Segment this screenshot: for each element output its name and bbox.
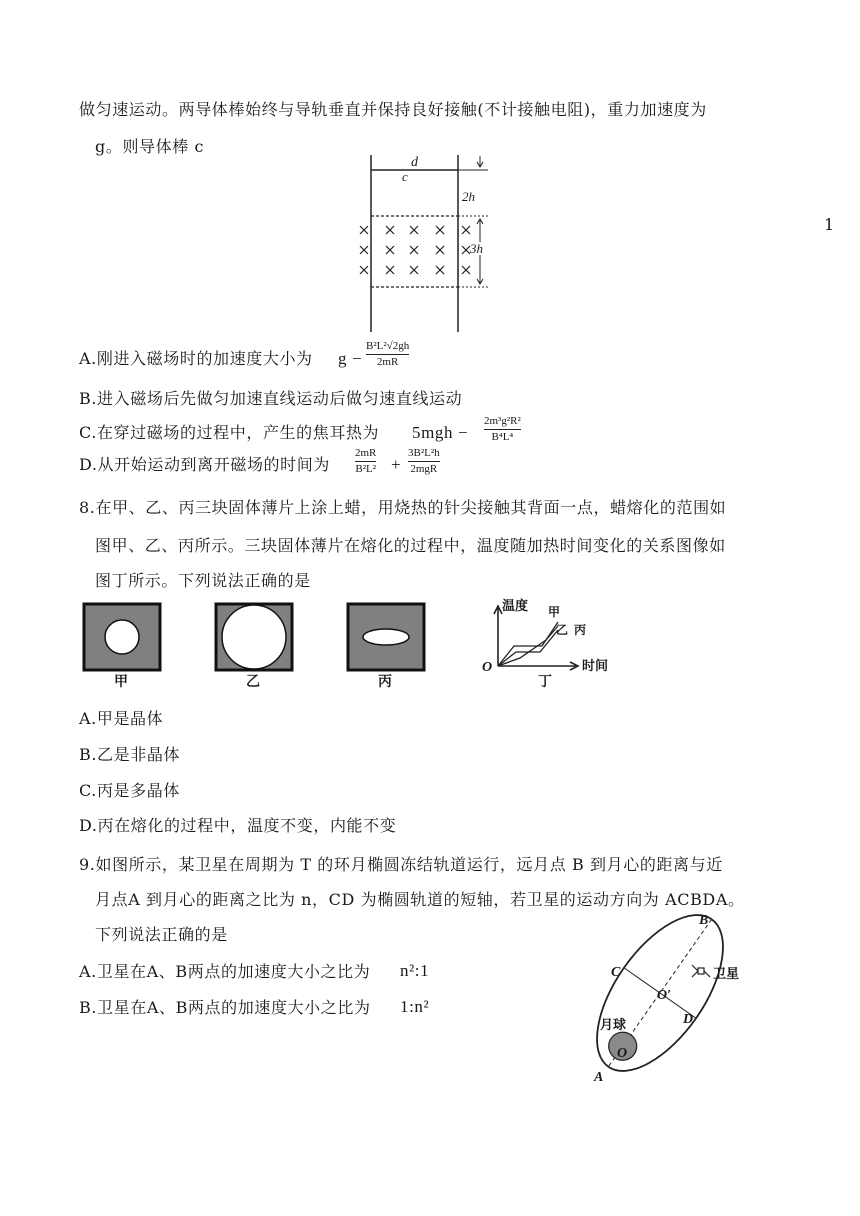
orbit-label-O-prime: O′ [657, 988, 672, 1003]
q7-intro-line2: g。则导体棒 c [95, 137, 205, 156]
wax-melt-jia [105, 620, 139, 654]
q7-option-a-numerator: B²L²√2gh [366, 340, 410, 352]
graph-curve-yi-label: 乙 [556, 623, 569, 637]
wax-melt-bing [363, 629, 409, 645]
q7-option-d-numerator1: 2mR [355, 447, 377, 459]
wax-melt-yi [222, 605, 286, 669]
orbit-label-C: C [611, 965, 621, 980]
field-x-mark [462, 246, 470, 254]
orbit-label-satellite: 卫星 [713, 966, 740, 981]
field-x-mark [360, 266, 368, 274]
q7-option-c-denominator: B⁴L⁴ [491, 431, 514, 443]
field-x-mark [360, 246, 368, 254]
q9-stem-line1: 9.如图所示，某卫星在周期为 T 的环月椭圆冻结轨道运行，远月点 B 到月心的距离与近 [79, 855, 723, 874]
q7-option-d-denominator1: B²L² [355, 463, 377, 475]
orbit-label-O: O [617, 1046, 628, 1061]
field-x-mark [386, 226, 394, 234]
q7-option-d-denominator2: 2mgR [410, 463, 438, 475]
q8-stem-line1: 8.在甲、乙、丙三块固体薄片上涂上蜡，用烧热的针尖接触其背面一点，蜡熔化的范围如 [79, 498, 727, 517]
q7-option-d-plus: + [391, 455, 402, 474]
q8-option-d: D.丙在熔化的过程中，温度不变，内能不变 [79, 816, 397, 835]
orbit-label-moon: 月球 [600, 1017, 627, 1032]
satellite-icon [692, 965, 710, 977]
field-x-mark [410, 266, 418, 274]
q9-option-a-ratio: n²:1 [400, 961, 430, 980]
field-x-mark [436, 266, 444, 274]
q8-option-b: B.乙是非晶体 [79, 745, 181, 764]
q7-option-c-fraction [484, 415, 521, 443]
field-x-mark [436, 246, 444, 254]
q7-option-c-numerator: 2m³g²R² [484, 415, 521, 427]
field-x-mark [386, 266, 394, 274]
q7-label-d: d [411, 155, 418, 170]
q9-stem-line2: 月点A 到月心的距离之比为 n，CD 为椭圆轨道的短轴，若卫星的运动方向为 ACBDA。 [95, 890, 745, 909]
field-x-mark [462, 226, 470, 234]
orbit-label-D: D [683, 1012, 694, 1027]
graph-origin-label: O [482, 660, 493, 675]
q8-stem-line2: 图甲、乙、丙所示。三块固体薄片在熔化的过程中，温度随加热时间变化的关系图像如 [95, 536, 726, 555]
q7-option-d-fraction1 [355, 447, 376, 475]
page-marker: 1 [824, 215, 835, 234]
orbit-label-B: B [699, 913, 709, 928]
q7-label-3h: 3h [470, 241, 483, 256]
graph-x-label: 时间 [582, 658, 609, 673]
fig-label-yi: 乙 [246, 675, 260, 690]
graph-y-label: 温度 [502, 598, 529, 613]
graph-curve-jia-label: 甲 [548, 605, 561, 619]
fig-label-bing: 丙 [378, 675, 392, 690]
graph-curve-bing-label: 丙 [574, 623, 587, 637]
q7-label-c: c [402, 169, 408, 184]
field-x-mark [360, 226, 368, 234]
q7-option-d-numerator2: 3B²L²h [408, 447, 440, 459]
q8-option-a: A.甲是晶体 [79, 709, 164, 728]
q7-option-d-fraction2 [408, 447, 440, 475]
q7-option-a: A.刚进入磁场时的加速度大小为 [79, 349, 313, 368]
q7-option-a-lead: g − [338, 349, 363, 368]
q9-stem-line3: 下列说法正确的是 [95, 925, 228, 944]
q7-option-c: C.在穿过磁场的过程中，产生的焦耳热为 [79, 423, 380, 442]
orbit-label-A: A [594, 1070, 604, 1085]
field-x-mark [462, 266, 470, 274]
q8-stem-line3: 图丁所示。下列说法正确的是 [95, 571, 311, 590]
fig-label-ding: 丁 [538, 675, 552, 690]
q9-option-a: A.卫星在A、B两点的加速度大小之比为 [79, 962, 371, 981]
q9-option-b: B.卫星在A、B两点的加速度大小之比为 [79, 998, 371, 1017]
field-x-mark [410, 246, 418, 254]
q9-orbit-figure [585, 905, 765, 1085]
q9-option-b-ratio: 1:n² [400, 997, 430, 1016]
field-x-mark [410, 226, 418, 234]
q7-option-a-fraction [366, 340, 409, 368]
q7-option-b: B.进入磁场后先做匀加速直线运动后做匀速直线运动 [79, 389, 463, 408]
q7-label-2h: 2h [462, 189, 475, 204]
q7-intro-line1: 做匀速运动。两导体棒始终与导轨垂直并保持良好接触(不计接触电阻)，重力加速度为 [79, 100, 707, 119]
q8-option-c: C.丙是多晶体 [79, 781, 180, 800]
field-x-mark [436, 226, 444, 234]
q7-option-d: D.从开始运动到离开磁场的时间为 [79, 455, 330, 474]
q7-option-a-denominator: 2mR [376, 356, 399, 368]
fig-label-jia: 甲 [114, 675, 128, 690]
q7-option-c-lead: 5mgh − [412, 423, 469, 442]
field-x-mark [386, 246, 394, 254]
